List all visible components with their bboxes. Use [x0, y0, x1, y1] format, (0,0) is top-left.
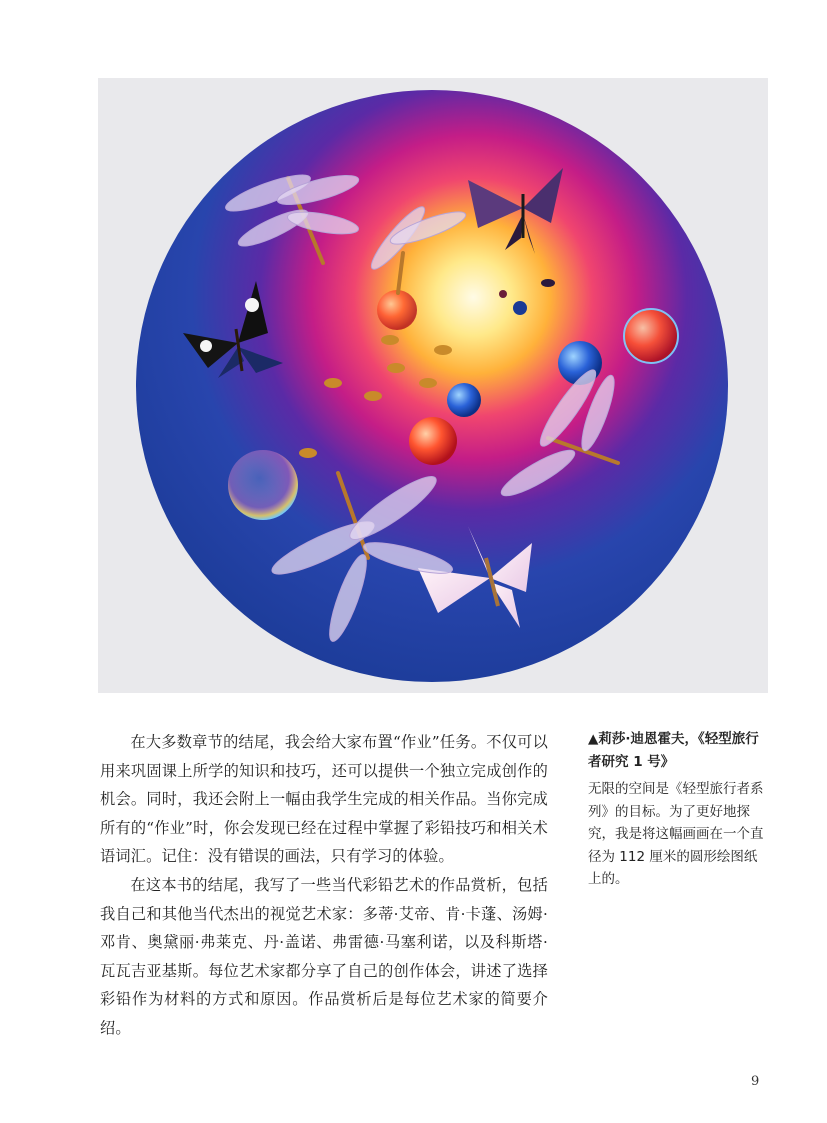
- page-number: 9: [751, 1074, 760, 1089]
- circular-painting: [98, 78, 768, 693]
- artwork-image: [98, 78, 768, 693]
- body-paragraph: 在这本书的结尾，我写了一些当代彩铅艺术的作品赏析，包括我自己和其他当代杰出的视觉艺术家：多蒂·艾帝、肯·卡蓬、汤姆·邓肯、奥黛丽·弗莱克、丹·盖诺、弗雷德·马塞利诺，以及科斯塔·瓦瓦吉亚基斯。每位艺术家都分享了自己的创作体会，讲述了选择彩铅作为材料的方式和原因。作品赏析后是每位艺术家的简要介绍。: [100, 875, 548, 1037]
- body-text: [100, 728, 548, 1043]
- body-paragraph: 在大多数章节的结尾，我会给大家布置“作业”任务。不仅可以用来巩固课上所学的知识和技巧，还可以提供一个独立完成创作的机会。同时，我还会附上一幅由我学生完成的相关作品。当你完成所有的“作业”时，你会发现已经在过程中掌握了彩铅技巧和相关术语词汇。记住：没有错误的画法，只有学习的体验。: [100, 733, 548, 866]
- artwork-caption: [588, 728, 770, 891]
- caption-title: ▲莉莎·迪恩霍夫，《轻型旅行者研究 1 号》: [588, 731, 759, 770]
- caption-text: 无限的空间是《轻型旅行者系列》的目标。为了更好地探究，我是将这幅画画在一个直径为 112 厘米的圆形绘图纸上的。: [588, 781, 764, 887]
